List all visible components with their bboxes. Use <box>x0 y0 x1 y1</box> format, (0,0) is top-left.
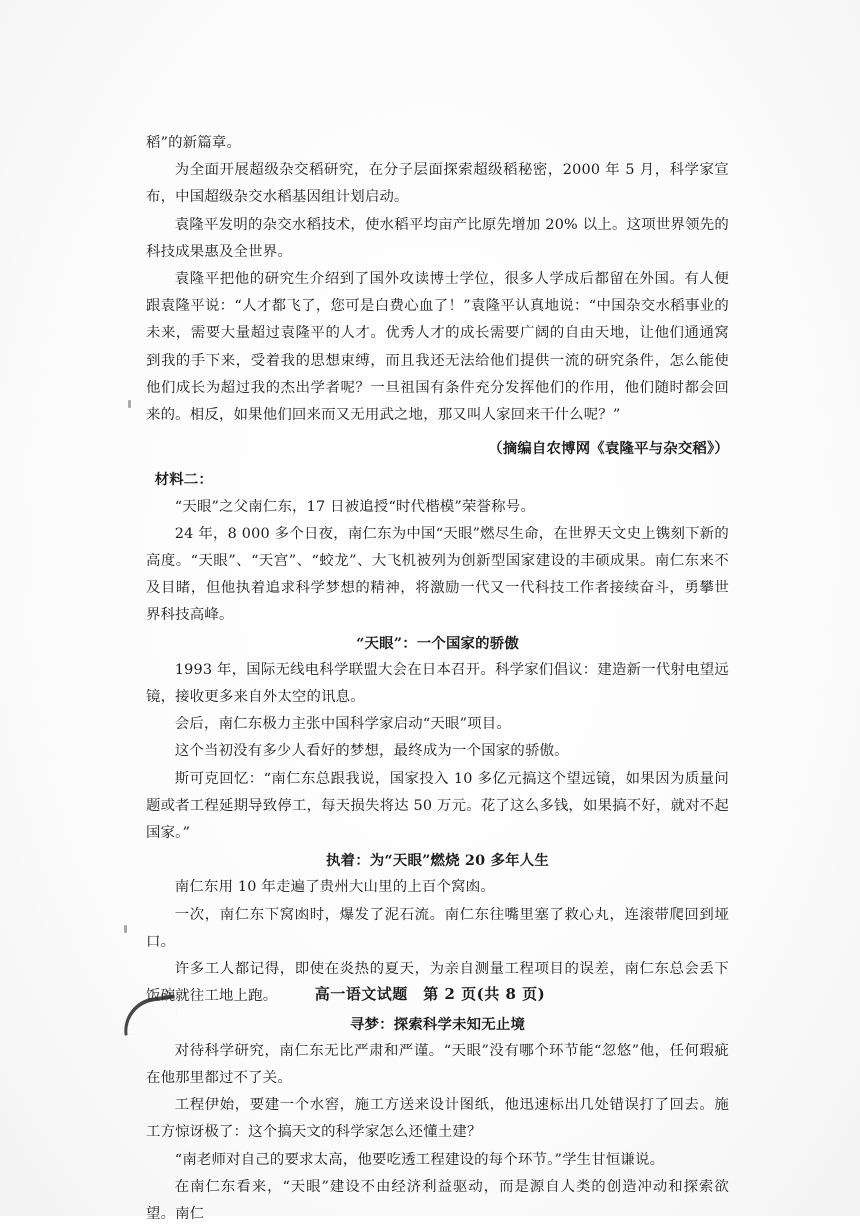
scan-speck <box>128 400 131 408</box>
paragraph: 一次，南仁东下窝凼时，爆发了泥石流。南仁东往嘴里塞了救心丸，连滚带爬回到垭口。 <box>146 906 729 950</box>
paragraph: 袁隆平发明的杂交水稻技术，使水稻平均亩产比原先增加 20% 以上。这项世界领先的科技成果惠及全世界。 <box>146 216 729 260</box>
section-heading: “天眼”：一个国家的骄傲 <box>356 634 519 652</box>
paragraph: 袁隆平把他的研究生介绍到了国外攻读博士学位，很多人学成后都留在外国。有人便跟袁隆平说：“人才都飞了，您可是白费心血了！”袁隆平认真地说：“中国杂交水稻事业的未来，需要大量超过袁隆平的人才。优秀人才的成长需要广阔的自由天地，让他们通通窝到我的手下来，受着我的思想束缚，而且我还无法给他们提供一流的研究条件，怎么能使他们成长为超过我的杰出学者呢？一旦祖国有条件充分发挥他们的作用，他们随时都会回来的。相反，如果他们回来而又无用武之地，那又叫人家回来干什么呢？” <box>146 271 729 424</box>
paragraph: 南仁东用 10 年走遍了贵州大山里的上百个窝凼。 <box>174 879 495 896</box>
paragraph: 工程伊始，要建一个水窖，施工方送来设计图纸，他迅速标出几处错误打了回去。施工方惊讶极了：这个搞天文的科学家怎么还懂土建？ <box>146 1097 729 1141</box>
paragraph: 1993 年，国际无线电科学联盟大会在日本召开。科学家们倡议：建造新一代射电望远镜，接收更多来自外太空的讯息。 <box>146 661 729 706</box>
section-heading: 寻梦：探索科学未知无止境 <box>349 1015 526 1033</box>
source-citation: （摘编自农博网《袁隆平与杂交稻》） <box>488 440 729 458</box>
paragraph: 对待科学研究，南仁东无比严肃和严谨。“天眼”没有哪个环节能“忽悠”他，任何瑕疵在他那里都过不了关。 <box>146 1042 729 1086</box>
paragraph: “天眼”之父南仁东，17 日被追授“时代楷模”荣誉称号。 <box>174 498 535 515</box>
paragraph: 在南仁东看来，“天眼”建设不由经济利益驱动，而是源自人类的创造冲动和探索欲望。南仁 <box>146 1178 729 1222</box>
paragraph: 24 年，8 000 多个日夜，南仁东为中国“天眼”燃尽生命，在世界天文史上镌刻下新的高度。“天眼”、“天宫”、“蛟龙”、大飞机被列为创新型国家建设的丰硕成果。南仁东来不及目睹，但他执着追求科学梦想的精神，将激励一代又一代科技工作者接续奋斗，勇攀世界科技高峰。 <box>146 525 729 624</box>
paragraph: “南老师对自己的要求太高，他要吃透工程建设的每个环节。”学生甘恒谦说。 <box>174 1151 665 1168</box>
material-label: 材料二： <box>154 471 213 489</box>
paragraph-continuation: 稻”的新篇章。 <box>146 135 242 151</box>
section-heading: 执着：为“天眼”燃烧 20 多年人生 <box>326 852 549 870</box>
paragraph: 会后，南仁东极力主张中国科学家启动“天眼”项目。 <box>174 716 511 733</box>
paragraph: 斯可克回忆：“南仁东总跟我说，国家投入 10 多亿元搞这个望远镜，如果因为质量问题或者工程延期导致停工，每天损失将达 50 万元。花了这么多钱，如果搞不好，就对不起国家。” <box>146 770 729 842</box>
paragraph: 这个当初没有多少人看好的梦想，最终成为一个国家的骄傲。 <box>174 743 569 760</box>
document-body <box>146 130 729 1228</box>
page-footer: 高一语文试题 第 2 页(共 8 页) <box>314 985 546 1003</box>
paragraph: 许多工人都记得，即使在炎热的夏天，为亲自测量工程项目的误差，南仁东总会丢下饭碗就往工地上跑。 <box>146 961 729 1005</box>
scan-speck <box>124 925 127 933</box>
paragraph: 为全面开展超级杂交稻研究，在分子层面探索超级稻秘密，2000 年 5 月，科学家宣布，中国超级杂交水稻基因组计划启动。 <box>146 162 729 206</box>
